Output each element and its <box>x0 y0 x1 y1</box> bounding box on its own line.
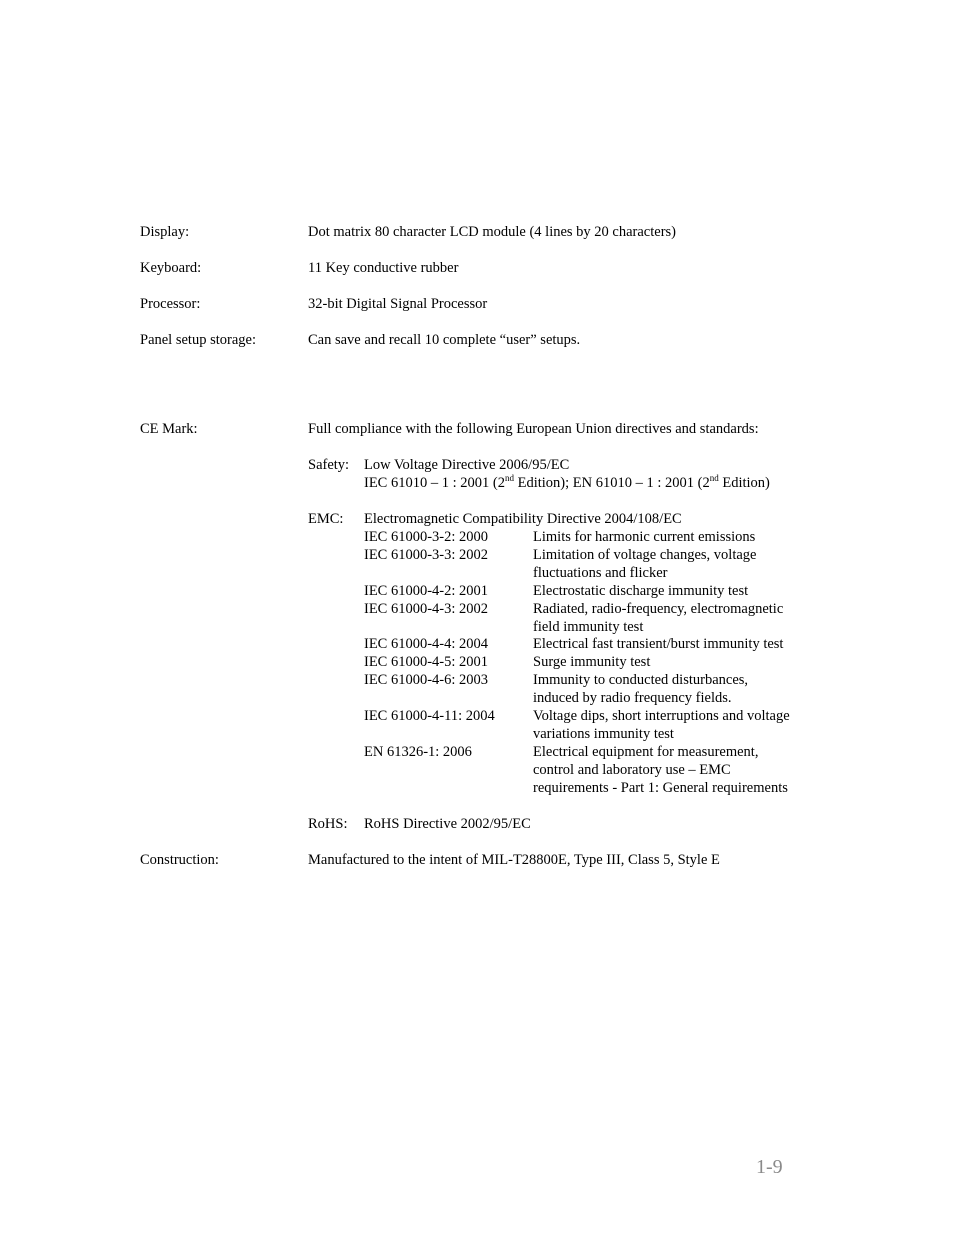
emc-standard-desc: Electrostatic discharge immunity test <box>533 583 749 599</box>
ce-mark-label: CE Mark: <box>140 421 198 437</box>
emc-directive: Electromagnetic Compatibility Directive 2004/108/EC <box>364 511 682 527</box>
emc-standard-code: IEC 61000-4-3: 2002 <box>364 601 489 617</box>
safety-standards <box>364 474 770 492</box>
safety-sup-b: nd <box>709 473 719 483</box>
rohs-directive: RoHS Directive 2002/95/EC <box>364 816 531 832</box>
ce-mark-intro: Full compliance with the following European Union directives and standards: <box>308 421 759 437</box>
emc-standard-desc: requirements - Part 1: General requirements <box>533 780 788 796</box>
construction-label: Construction: <box>140 852 219 868</box>
emc-standard-code: IEC 61000-4-4: 2004 <box>364 636 489 652</box>
spec-label-panel-setup: Panel setup storage: <box>140 332 256 348</box>
emc-standard-desc: Limitation of voltage changes, voltage <box>533 547 757 563</box>
safety-standard-b: Edition); EN 61010 – 1 : 2001 (2 <box>513 475 710 491</box>
spec-value-processor: 32-bit Digital Signal Processor <box>308 296 488 312</box>
emc-standard-desc: Immunity to conducted disturbances, <box>533 672 749 688</box>
emc-standard-code: IEC 61000-3-3: 2002 <box>364 547 489 563</box>
rohs-label: RoHS: <box>308 816 348 832</box>
emc-standard-desc: Electrical equipment for measurement, <box>533 744 759 760</box>
spec-label-display: Display: <box>140 224 190 240</box>
page-number: 1-9 <box>756 1156 783 1178</box>
emc-standard-desc: Electrical fast transient/burst immunity test <box>533 636 784 652</box>
emc-standard-code: EN 61326-1: 2006 <box>364 744 472 760</box>
spec-value-keyboard: 11 Key conductive rubber <box>308 260 459 276</box>
emc-standard-desc: induced by radio frequency fields. <box>533 690 732 706</box>
emc-standard-desc: Limits for harmonic current emissions <box>533 529 756 545</box>
emc-standard-code: IEC 61000-4-2: 2001 <box>364 583 489 599</box>
safety-standard-c: Edition) <box>718 475 770 491</box>
spec-value-display: Dot matrix 80 character LCD module (4 lines by 20 characters) <box>308 224 677 240</box>
emc-standard-desc: Radiated, radio-frequency, electromagnetic <box>533 601 784 617</box>
emc-standard-desc: Voltage dips, short interruptions and voltage <box>533 708 790 724</box>
spec-label-keyboard: Keyboard: <box>140 260 202 276</box>
emc-standard-code: IEC 61000-4-11: 2004 <box>364 708 495 724</box>
emc-standard-desc: control and laboratory use – EMC <box>533 762 731 778</box>
emc-standard-code: IEC 61000-4-6: 2003 <box>364 672 489 688</box>
construction-value: Manufactured to the intent of MIL-T28800E, Type III, Class 5, Style E <box>308 852 720 868</box>
safety-standard-a: IEC 61010 – 1 : 2001 (2 <box>364 475 505 491</box>
emc-standard-desc: field immunity test <box>533 619 644 635</box>
safety-sup-a: nd <box>504 473 514 483</box>
spec-label-processor: Processor: <box>140 296 201 312</box>
emc-standard-code: IEC 61000-3-2: 2000 <box>364 529 489 545</box>
safety-label: Safety: <box>308 457 350 473</box>
emc-standard-desc: Surge immunity test <box>533 654 651 670</box>
emc-label: EMC: <box>308 511 344 527</box>
spec-value-panel-setup: Can save and recall 10 complete “user” setups. <box>308 332 581 348</box>
emc-standard-code: IEC 61000-4-5: 2001 <box>364 654 489 670</box>
emc-standard-desc: fluctuations and flicker <box>533 565 668 581</box>
emc-standard-desc: variations immunity test <box>533 726 674 742</box>
safety-directive: Low Voltage Directive 2006/95/EC <box>364 457 570 473</box>
